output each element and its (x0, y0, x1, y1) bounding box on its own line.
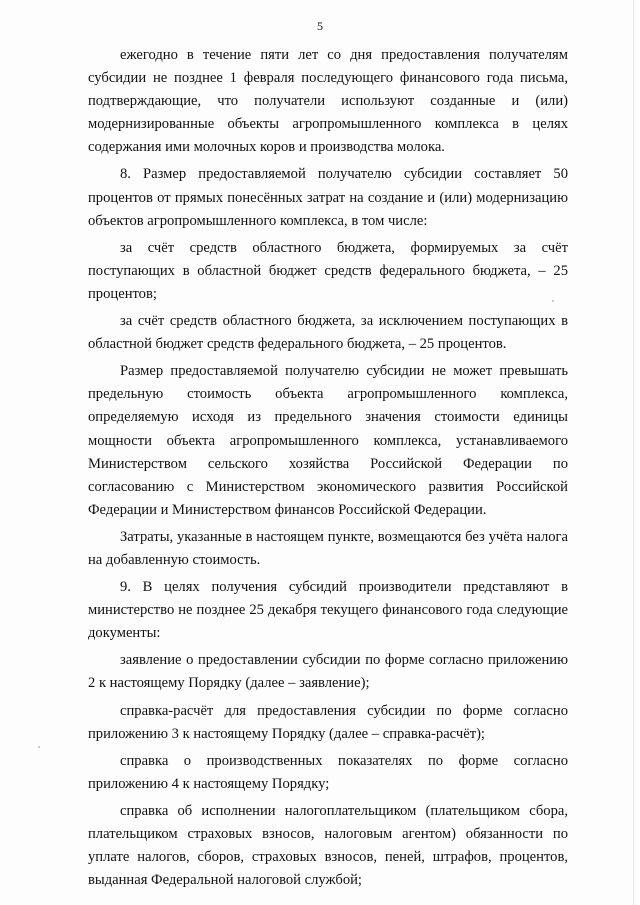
scan-speck (38, 746, 40, 748)
paragraph-vat: Затраты, указанные в настоящем пункте, возмещаются без учёта налога на добавленную стоимость. (88, 528, 568, 568)
paragraph-calculation: справка-расчёт для предоставления субсидии по форме согласно приложению 3 к настоящему Порядку (далее – справка-расчёт); (88, 702, 568, 742)
paragraph-production-report: справка о производственных показателях по форме согласно приложению 4 к настоящему Порядку; (88, 752, 568, 792)
paragraph-application: заявление о предоставлении субсидии по форме согласно приложению 2 к настоящему Порядку (далее – заявление); (88, 652, 568, 692)
paragraph-tax-certificate: справка об исполнении налогоплательщиком (плательщиком сбора, плательщиком страховых взносов, налоговым агентом) обязанности по уплате налогов, сборов, страховых взносов, пеней, штрафов, процентов, выданная Федеральной налоговой службой; (88, 802, 568, 889)
paragraph-item-9: 9. В целях получения субсидий производители представляют в министерство не позднее 25 декабря текущего финансового года следующие документы: (88, 579, 568, 642)
document-body (88, 44, 568, 892)
paragraph-subsidy-limit: Размер предоставляемой получателю субсидии не может превышать предельную стоимость объекта агропромышленного комплекса, определяемую исходя из предельного значения стоимости единицы мощности объекта агропромышленного комплекса, устанавливаемого Министерством сельского хозяйства Российской Федерации по согласованию с Министерством экономического развития Российской Федерации и Министерством финансов Российской Федерации. (88, 363, 568, 518)
paragraph-regional-share: за счёт средств областного бюджета, за исключением поступающих в областной бюджет средств федерального бюджета, – 25 процентов. (88, 313, 568, 353)
paragraph-federal-share: за счёт средств областного бюджета, формируемых за счёт поступающих в областной бюджет средств федерального бюджета, – 25 процентов; (88, 239, 568, 302)
scan-edge (633, 0, 634, 905)
paragraph-continuation: ежегодно в течение пяти лет со дня предоставления получателям субсидии не позднее 1 февраля последующего финансового года письма, подтверждающие, что получатели используют созданные и (или) модернизированные объекты агропромышленного комплекса в целях содержания ими молочных коров и производства молока. (88, 47, 568, 156)
paragraph-item-8: 8. Размер предоставляемой получателю субсидии составляет 50 процентов от прямых понесённых затрат на создание и (или) модернизацию объектов агропромышленного комплекса, в том числе: (88, 166, 568, 229)
scan-speck (552, 300, 554, 302)
page-number: 5 (317, 19, 323, 33)
